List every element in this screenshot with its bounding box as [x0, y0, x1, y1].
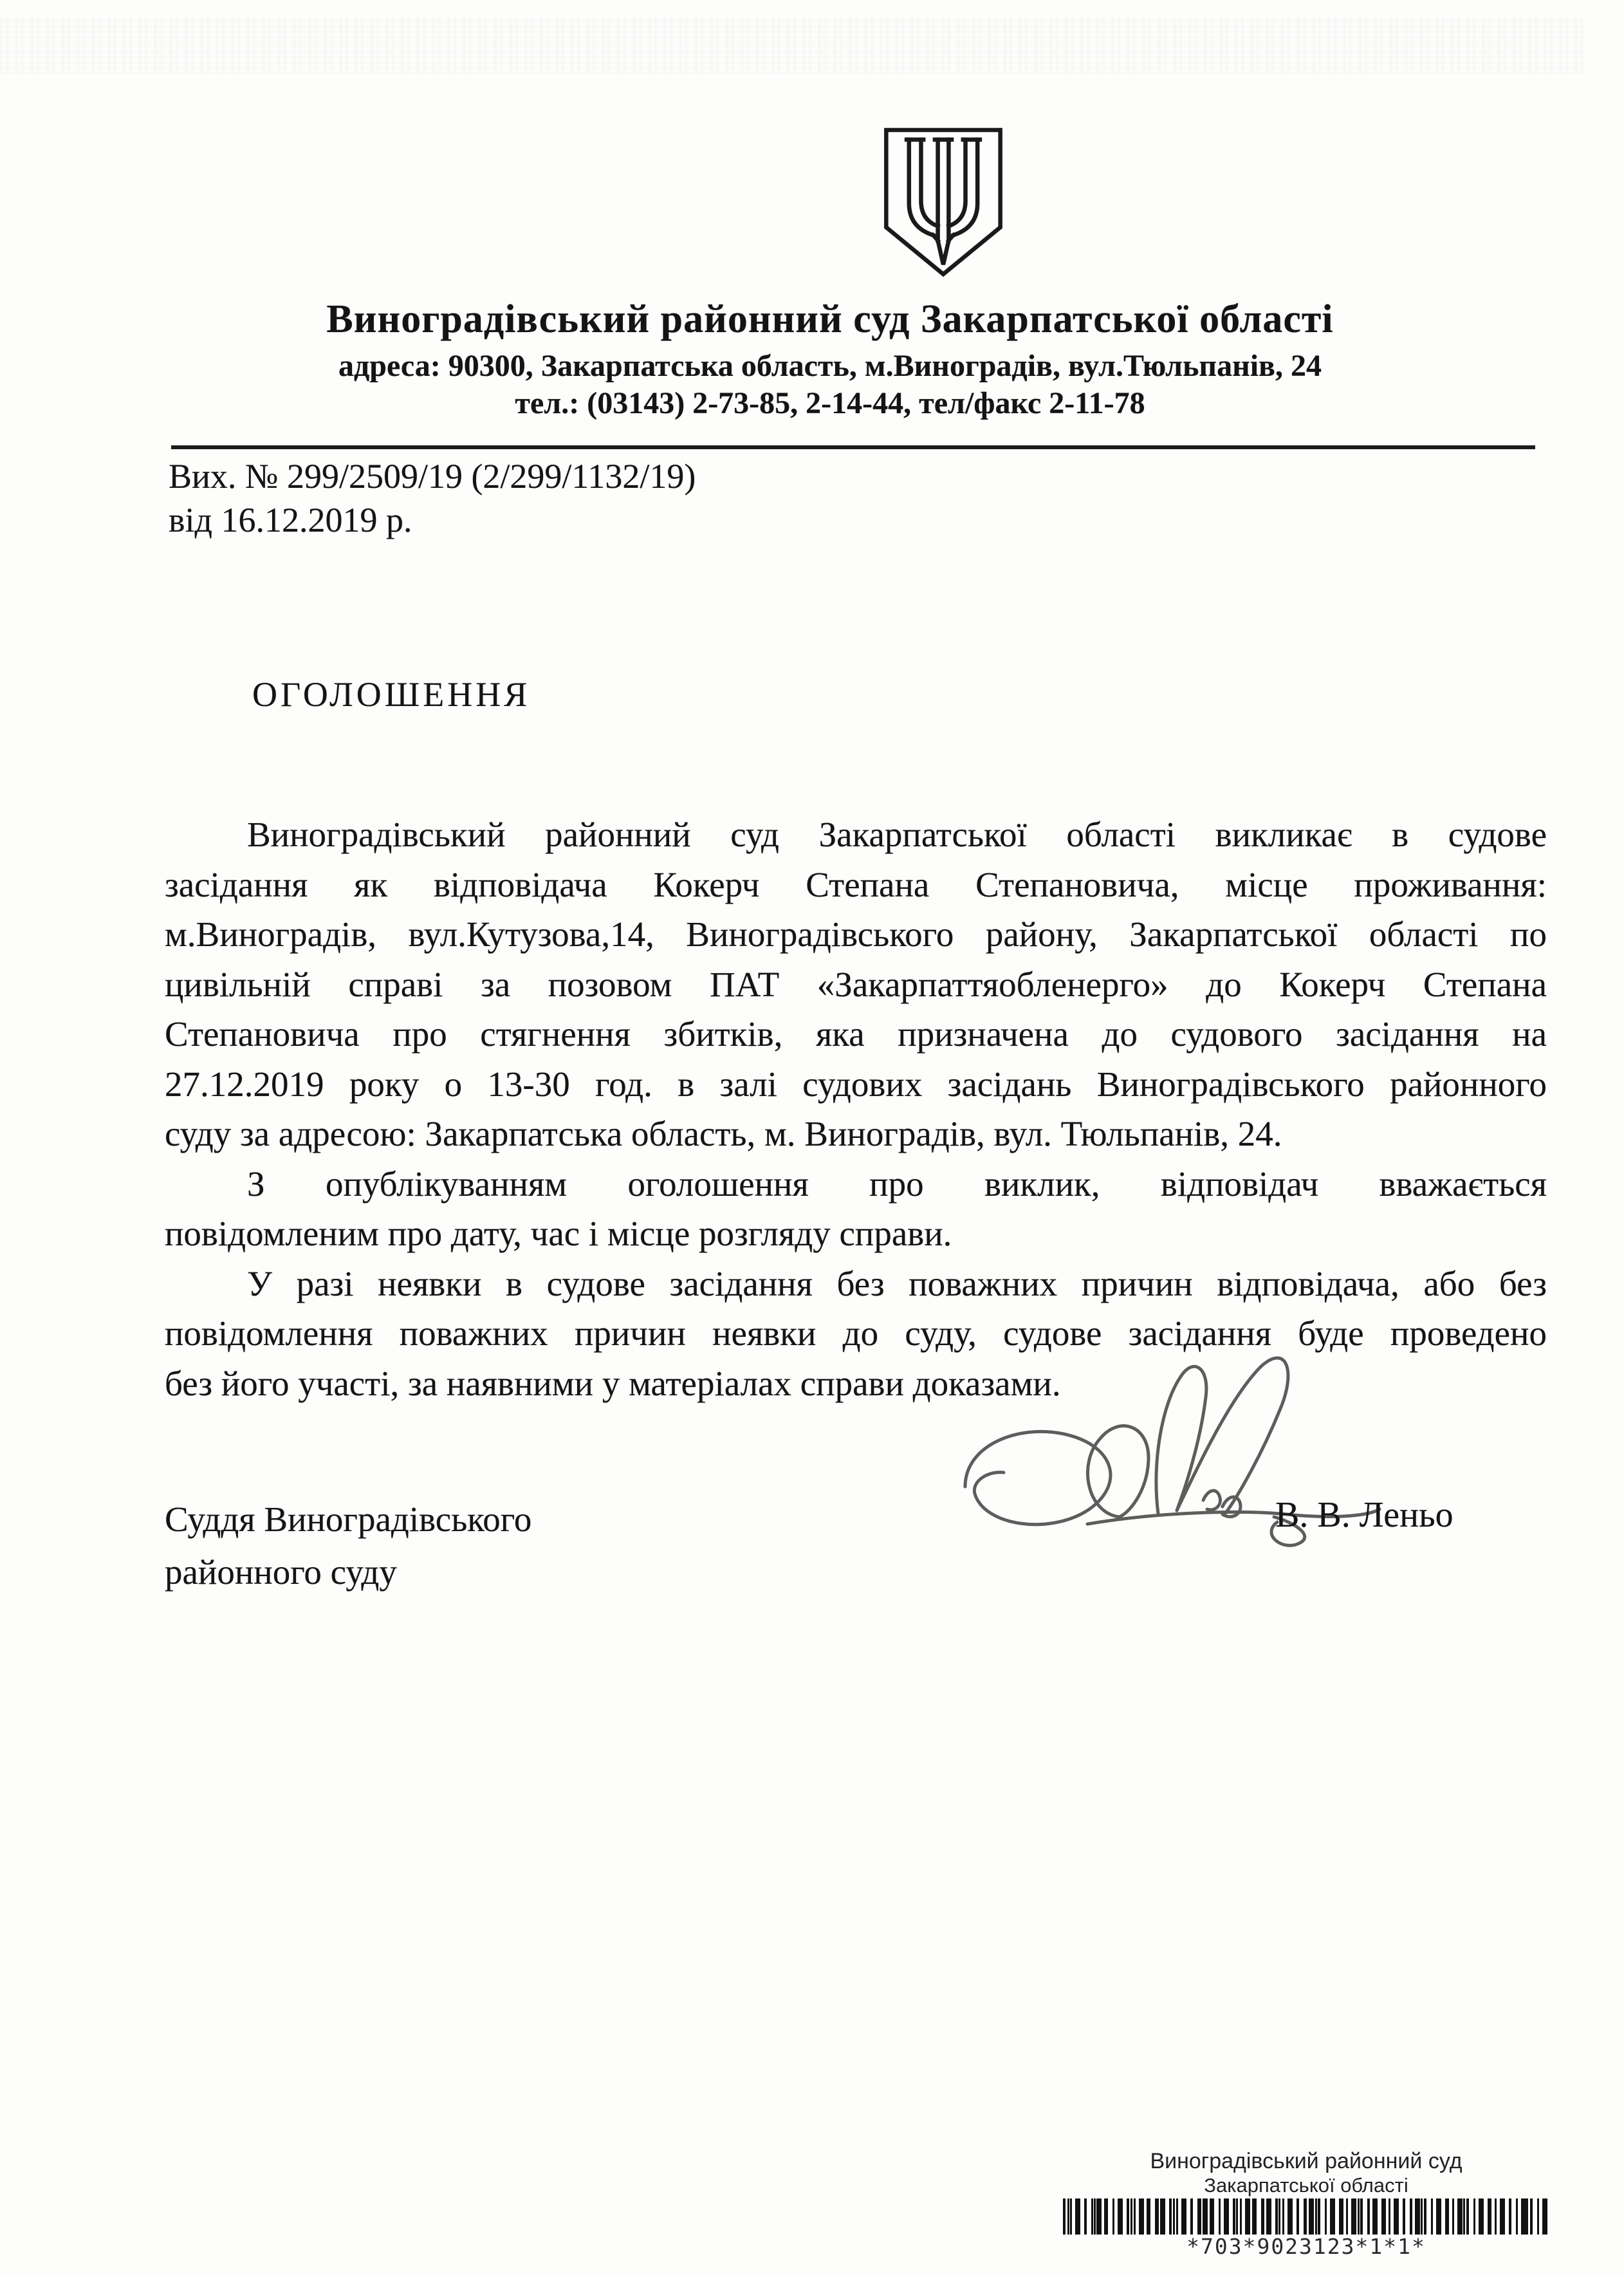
ukraine-trident-emblem-icon — [880, 120, 1006, 284]
court-name: Виноградівський районний суд Закарпатської області — [326, 297, 1334, 341]
court-phone: тел.: (03143) 2-73-85, 2-14-44, тел/факс 2-11-78 — [515, 386, 1145, 420]
body-line: Степановича про стягнення збитків, яка призначена до судового засідання на — [165, 1014, 1547, 1054]
signer-role — [165, 1493, 531, 1599]
body-line: У разі неявки в судове засідання без поважних причин відповідача, або без — [247, 1263, 1547, 1303]
body-line: 27.12.2019 року о 13-30 год. в залі судових засідань Виноградівського районного — [165, 1064, 1547, 1104]
signer-role-line: Суддя Виноградівського — [165, 1500, 532, 1539]
letter-body — [165, 810, 1547, 1408]
outgoing-number: Вих. № 299/2509/19 (2/299/1132/19) — [169, 457, 696, 496]
body-line: без його участі, за наявними у матеріалах справи доказами. — [165, 1363, 1061, 1403]
body-line: цивільній справі за позовом ПАТ «Закарпаттяобленерго» до Кокерч Степана — [165, 964, 1547, 1004]
judge-name: В. В. Леньо — [1275, 1495, 1453, 1535]
signer-role-line: районного суду — [165, 1552, 397, 1592]
letterhead-divider-line — [171, 445, 1535, 449]
letter-date: від 16.12.2019 р. — [169, 501, 412, 539]
court-letterhead — [129, 296, 1531, 422]
body-line: засідання як відповідача Кокерч Степана Степановича, місце проживання: — [165, 864, 1547, 904]
stamp-court-name: Виноградівський районний суд — [1150, 2149, 1463, 2173]
reference-block — [169, 454, 696, 542]
body-line: повідомленим про дату, час і місце розгляду справи. — [165, 1214, 952, 1253]
body-line: З опублікуванням оголошення про виклик, відповідач вважається — [247, 1164, 1547, 1204]
barcode — [1063, 2198, 1549, 2235]
scanner-noise-band — [0, 17, 1583, 73]
barcode-text: *703*9023123*1*1* — [1186, 2234, 1426, 2259]
body-line: суду за адресою: Закарпатська область, м. Виноградів, вул. Тюльпанів, 24. — [165, 1114, 1282, 1153]
document-title: ОГОЛОШЕННЯ — [252, 675, 531, 714]
body-line: повідомлення поважних причин неявки до суду, судове засідання буде проведено — [165, 1314, 1547, 1353]
court-address: адреса: 90300, Закарпатська область, м.Виноградів, вул.Тюльпанів, 24 — [338, 349, 1322, 383]
body-line: м.Виноградів, вул.Кутузова,14, Виноградівського району, Закарпатської області по — [165, 915, 1547, 954]
stamp-court-region: Закарпатської області — [1204, 2174, 1408, 2197]
body-line: Виноградівський районний суд Закарпатської області викликає в судове — [247, 815, 1547, 854]
registration-stamp-block — [1049, 2148, 1564, 2259]
